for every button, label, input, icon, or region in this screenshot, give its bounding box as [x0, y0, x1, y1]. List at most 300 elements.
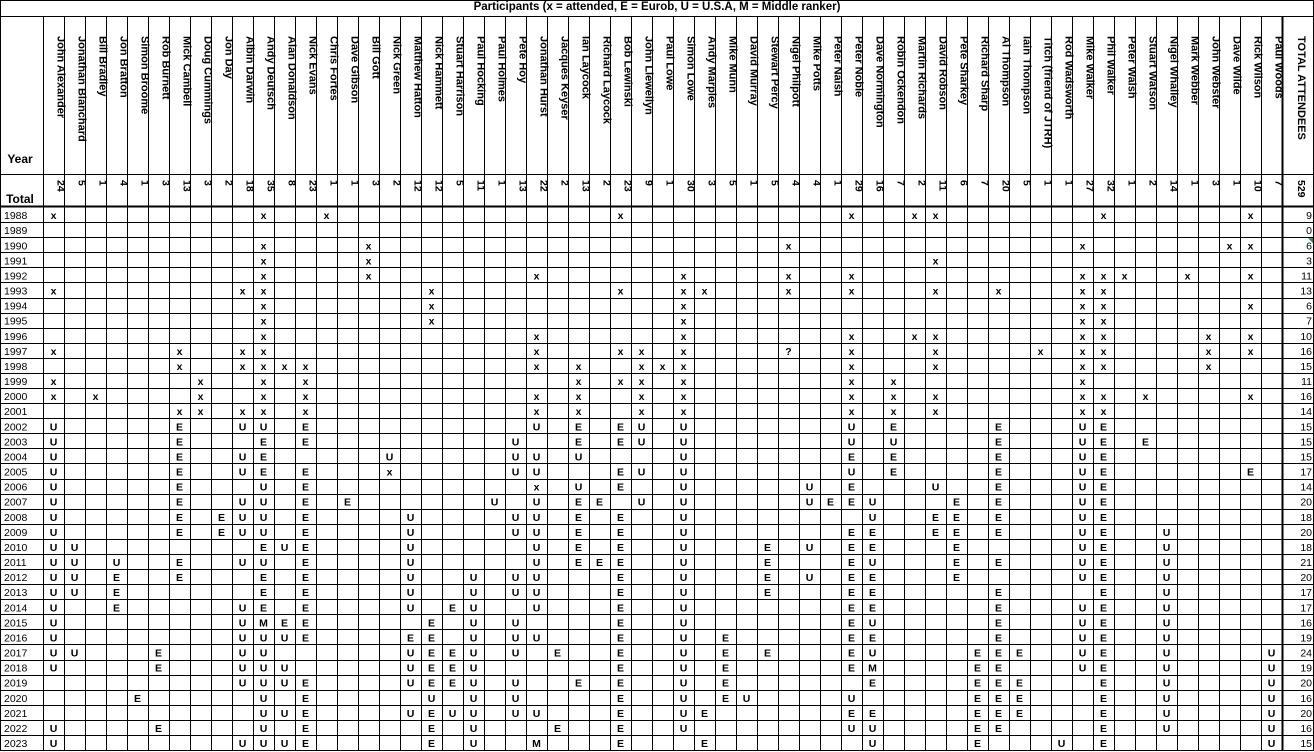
row-total-cell: 16: [1300, 692, 1312, 705]
participant-total: 20: [999, 180, 1012, 192]
row-total-cell: 14: [1300, 481, 1312, 494]
attendance-mark: x: [1079, 300, 1086, 313]
attendance-mark: x: [785, 270, 792, 283]
attendance-mark: E: [427, 677, 436, 690]
year-cell: 1993: [4, 285, 28, 298]
attendance-mark: E: [973, 722, 982, 735]
attendance-mark: x: [848, 210, 855, 223]
row-total-cell: 16: [1300, 617, 1312, 630]
attendance-mark: U: [532, 526, 541, 539]
attendance-mark: U: [532, 421, 541, 434]
attendance-mark: U: [679, 436, 688, 449]
year-cell: 1991: [4, 255, 28, 268]
attendance-mark: E: [1099, 632, 1108, 645]
attendance-mark: U: [49, 602, 58, 615]
attendance-mark: x: [680, 360, 687, 373]
attendance-mark: U: [259, 722, 268, 735]
row-total-cell: 15: [1300, 360, 1312, 373]
attendance-mark: E: [616, 617, 625, 630]
attendance-mark: E: [616, 587, 625, 600]
attendance-mark: U: [259, 677, 268, 690]
attendance-mark: x: [260, 240, 267, 253]
year-cell: 1989: [4, 225, 28, 238]
attendance-mark: x: [1037, 345, 1044, 358]
attendance-mark: x: [1100, 345, 1107, 358]
attendance-mark: x: [386, 466, 393, 479]
attendance-mark: U: [469, 647, 478, 660]
attendance-mark: U: [868, 722, 877, 735]
row-total-cell: 20: [1300, 496, 1312, 509]
attendance-mark: x: [680, 330, 687, 343]
participant-total: 5: [453, 180, 466, 186]
attendance-mark: U: [406, 647, 415, 660]
attendance-mark: U: [469, 677, 478, 690]
attendance-mark: U: [259, 707, 268, 720]
attendance-mark: E: [1015, 647, 1024, 660]
attendance-mark: E: [1141, 436, 1150, 449]
attendance-mark: E: [427, 632, 436, 645]
attendance-mark: U: [469, 707, 478, 720]
attendance-mark: x: [1100, 391, 1107, 404]
row-total-cell: 16: [1300, 391, 1312, 404]
attendance-mark: U: [1162, 632, 1171, 645]
attendance-mark: U: [49, 421, 58, 434]
attendance-mark: U: [469, 738, 478, 750]
attendance-mark: U: [679, 602, 688, 615]
attendance-mark: x: [680, 406, 687, 419]
participant-total: 12: [432, 180, 445, 192]
attendance-mark: U: [868, 647, 877, 660]
participant-total: 4: [810, 180, 823, 186]
attendance-mark: E: [553, 722, 562, 735]
attendance-mark: E: [301, 481, 310, 494]
year-header: Year: [7, 152, 33, 166]
attendance-mark: x: [848, 360, 855, 373]
attendance-mark: U: [1078, 572, 1087, 585]
attendance-mark: E: [301, 617, 310, 630]
participant-total: 7: [894, 180, 907, 186]
attendance-mark: U: [1078, 511, 1087, 524]
attendance-mark: U: [49, 496, 58, 509]
participant-name: Iain Thompson: [1020, 36, 1033, 115]
attendance-mark: E: [574, 496, 583, 509]
participant-total: 16: [873, 180, 886, 192]
attendance-mark: E: [301, 572, 310, 585]
attendance-mark: x: [680, 315, 687, 328]
attendance-mark: U: [511, 466, 520, 479]
participant-total: 23: [306, 180, 319, 192]
attendance-mark: x: [848, 270, 855, 283]
attendance-mark: E: [994, 436, 1003, 449]
attendance-mark: E: [343, 496, 352, 509]
attendance-mark: E: [868, 707, 877, 720]
attendance-mark: x: [1079, 330, 1086, 343]
attendance-mark: U: [637, 421, 646, 434]
participant-name: Alan Donaldson: [285, 36, 298, 120]
participant-name: Pete Hoy: [516, 36, 529, 84]
attendance-mark: E: [1099, 526, 1108, 539]
attendance-mark: E: [952, 557, 961, 569]
attendance-mark: E: [301, 496, 310, 509]
row-total-cell: 19: [1300, 662, 1312, 675]
attendance-mark: U: [469, 602, 478, 615]
attendance-mark: x: [848, 376, 855, 388]
attendance-mark: x: [848, 330, 855, 343]
attendance-mark: U: [49, 722, 58, 735]
attendance-mark: E: [994, 722, 1003, 735]
year-cell: 2003: [4, 436, 28, 449]
attendance-mark: U: [532, 707, 541, 720]
participant-name: Martin Richards: [915, 36, 928, 120]
attendance-mark: E: [301, 466, 310, 479]
attendance-mark: U: [679, 647, 688, 660]
row-total-cell: 15: [1300, 436, 1312, 449]
participant-total: 11: [936, 180, 949, 192]
row-total-cell: 20: [1300, 526, 1312, 539]
attendance-mark: x: [197, 391, 204, 404]
attendance-mark: U: [679, 557, 688, 569]
attendance-mark: E: [868, 541, 877, 554]
attendance-mark: E: [1099, 707, 1108, 720]
attendance-mark: U: [1078, 602, 1087, 615]
attendance-mark: E: [448, 677, 457, 690]
attendance-mark: U: [574, 451, 583, 464]
row-total-cell: 15: [1300, 421, 1312, 434]
attendance-mark: E: [553, 647, 562, 660]
attendance-mark: x: [1079, 285, 1086, 298]
participant-name: Dave Gibson: [348, 36, 361, 104]
attendance-mark: U: [1267, 707, 1276, 720]
attendance-mark: x: [1247, 240, 1254, 253]
attendance-mark: U: [679, 421, 688, 434]
year-cell: 2009: [4, 526, 28, 539]
attendance-mark: x: [1100, 406, 1107, 419]
attendance-mark: E: [595, 557, 604, 569]
participant-total: 1: [1062, 180, 1075, 186]
participant-total: 7: [1272, 180, 1285, 186]
participant-total: 3: [201, 180, 214, 186]
year-cell: 1994: [4, 300, 28, 313]
attendance-mark: U: [1078, 436, 1087, 449]
attendance-mark: x: [239, 406, 246, 419]
attendance-mark: E: [616, 481, 625, 494]
attendance-mark: U: [259, 662, 268, 675]
attendance-mark: x: [911, 210, 918, 223]
attendance-mark: x: [575, 376, 582, 388]
attendance-mark: U: [1078, 557, 1087, 569]
attendance-mark: U: [1267, 692, 1276, 705]
attendance-mark: U: [406, 602, 415, 615]
participant-name: Paul Holmes: [495, 36, 508, 103]
attendance-mark: U: [532, 572, 541, 585]
attendance-mark: x: [260, 300, 267, 313]
participant-name: Ian Laycock: [579, 36, 592, 99]
participant-name: Rick Wilson: [1251, 36, 1264, 99]
participant-name: Andy Marples: [705, 36, 718, 109]
attendance-mark: E: [721, 677, 730, 690]
attendance-mark: x: [533, 360, 540, 373]
attendance-mark: U: [238, 617, 247, 630]
attendance-mark: E: [406, 632, 415, 645]
participant-total: 1: [327, 180, 340, 186]
participant-total: 27: [1083, 180, 1096, 192]
attendance-mark: E: [700, 707, 709, 720]
attendance-mark: E: [1099, 722, 1108, 735]
attendance-mark: E: [889, 466, 898, 479]
participant-name: Phil Walker: [1104, 36, 1117, 95]
attendance-mark: E: [1099, 647, 1108, 660]
attendance-mark: x: [638, 391, 645, 404]
attendance-mark: x: [1247, 345, 1254, 358]
attendance-mark: U: [679, 496, 688, 509]
attendance-mark: E: [616, 602, 625, 615]
attendance-mark: E: [112, 587, 121, 600]
row-total-cell: 11: [1301, 270, 1312, 283]
attendance-mark: x: [932, 345, 939, 358]
row-total-cell: 13: [1300, 285, 1312, 298]
attendance-mark: E: [427, 662, 436, 675]
attendance-mark: x: [1247, 391, 1254, 404]
attendance-mark: U: [1078, 451, 1087, 464]
attendance-mark: M: [259, 617, 268, 630]
participant-total: 4: [117, 180, 130, 186]
attendance-mark: U: [868, 511, 877, 524]
row-total-cell: 16: [1300, 722, 1312, 735]
attendance-mark: E: [1099, 587, 1108, 600]
attendance-mark: E: [448, 647, 457, 660]
attendance-mark: U: [469, 572, 478, 585]
attendance-mark: x: [638, 345, 645, 358]
participant-total: 1: [663, 180, 676, 186]
attendance-mark: x: [50, 376, 57, 388]
attendance-mark: U: [805, 481, 814, 494]
attendance-mark: x: [890, 406, 897, 419]
participant-total: 2: [600, 180, 613, 186]
attendance-mark: E: [616, 662, 625, 675]
attendance-mark: U: [406, 677, 415, 690]
year-cell: 1992: [4, 270, 28, 283]
attendance-mark: x: [176, 360, 183, 373]
total-attendees-header: TOTAL ATTENDEES: [1295, 36, 1307, 140]
attendance-mark: x: [890, 391, 897, 404]
attendance-mark: U: [847, 722, 856, 735]
attendance-mark: x: [1184, 270, 1191, 283]
attendance-mark: E: [952, 572, 961, 585]
year-cell: 2004: [4, 451, 28, 464]
attendance-mark: U: [679, 692, 688, 705]
year-cell: 2005: [4, 466, 28, 479]
attendance-mark: x: [1205, 360, 1212, 373]
attendance-mark: E: [1099, 662, 1108, 675]
row-total-cell: 6: [1306, 240, 1312, 253]
attendance-mark: U: [1267, 662, 1276, 675]
attendance-mark: x: [92, 391, 99, 404]
attendance-mark: x: [617, 376, 624, 388]
attendance-mark: E: [175, 451, 184, 464]
participant-total: 2: [558, 180, 571, 186]
attendance-mark: U: [49, 662, 58, 675]
attendance-mark: E: [994, 496, 1003, 509]
attendance-mark: E: [763, 557, 772, 569]
attendance-mark: U: [70, 572, 79, 585]
attendance-mark: x: [533, 391, 540, 404]
participant-total: 12: [411, 180, 424, 192]
attendance-mark: x: [365, 240, 372, 253]
year-cell: 1999: [4, 376, 28, 388]
row-total-cell: 15: [1300, 451, 1312, 464]
attendance-mark: E: [1015, 677, 1024, 690]
attendance-mark: E: [1099, 466, 1108, 479]
year-cell: 2014: [4, 602, 28, 615]
row-total-cell: 19: [1300, 632, 1312, 645]
participant-total: 10: [1251, 180, 1264, 192]
attendance-mark: U: [70, 647, 79, 660]
year-cell: 2002: [4, 421, 28, 434]
attendance-mark: x: [260, 255, 267, 268]
participant-total: 3: [705, 180, 718, 186]
attendance-mark: x: [260, 330, 267, 343]
attendance-mark: U: [259, 481, 268, 494]
attendance-mark: U: [637, 496, 646, 509]
attendance-mark: E: [868, 602, 877, 615]
attendance-mark: x: [617, 210, 624, 223]
attendance-mark: E: [301, 722, 310, 735]
attendance-mark: U: [385, 451, 394, 464]
attendance-mark: U: [679, 466, 688, 479]
attendance-mark: E: [868, 632, 877, 645]
attendance-mark: x: [680, 345, 687, 358]
participant-total: 2: [222, 180, 235, 186]
participant-name: Jacques Keyser: [558, 36, 571, 120]
year-cell: 1990: [4, 240, 28, 253]
attendance-mark: U: [259, 647, 268, 660]
participant-name: Andy Deutsch: [264, 36, 277, 110]
attendance-mark: U: [1162, 707, 1171, 720]
attendance-mark: U: [238, 602, 247, 615]
attendance-mark: x: [932, 360, 939, 373]
attendance-mark: U: [679, 587, 688, 600]
attendance-mark: E: [1099, 572, 1108, 585]
attendance-mark: U: [406, 572, 415, 585]
row-total-cell: 7: [1306, 315, 1312, 328]
attendance-mark: U: [511, 707, 520, 720]
attendance-mark: x: [680, 285, 687, 298]
row-total-cell: 18: [1300, 511, 1312, 524]
attendance-mark: E: [616, 526, 625, 539]
participant-name: Paul Hocking: [474, 36, 487, 106]
attendance-mark: U: [406, 526, 415, 539]
attendance-mark: E: [616, 466, 625, 479]
attendance-mark: E: [1099, 541, 1108, 554]
attendance-mark: E: [616, 677, 625, 690]
attendance-mark: U: [679, 526, 688, 539]
attendance-mark: E: [952, 496, 961, 509]
attendance-mark: U: [1078, 496, 1087, 509]
attendance-mark: U: [637, 436, 646, 449]
attendance-mark: E: [994, 481, 1003, 494]
attendance-mark: x: [176, 406, 183, 419]
year-cell: 2020: [4, 692, 28, 705]
participant-name: Mike Potts: [810, 36, 823, 92]
year-cell: 2000: [4, 391, 28, 404]
year-cell: 2008: [4, 511, 28, 524]
attendance-mark: U: [679, 677, 688, 690]
row-total-cell: 18: [1300, 541, 1312, 554]
year-cell: 2021: [4, 707, 28, 720]
attendance-mark: E: [847, 496, 856, 509]
attendance-mark: U: [1162, 602, 1171, 615]
attendance-mark: x: [932, 285, 939, 298]
year-cell: 1988: [4, 210, 28, 223]
attendance-mark: x: [302, 360, 309, 373]
attendance-mark: x: [239, 345, 246, 358]
attendance-mark: E: [259, 541, 268, 554]
attendance-mark: U: [1162, 617, 1171, 630]
attendance-mark: x: [1100, 210, 1107, 223]
participant-name: Paul Woods: [1272, 36, 1285, 99]
attendance-mark: U: [259, 526, 268, 539]
attendance-mark: x: [260, 391, 267, 404]
participant-total: 5: [75, 180, 88, 186]
attendance-mark: U: [511, 436, 520, 449]
attendance-mark: U: [511, 677, 520, 690]
attendance-mark: U: [1267, 722, 1276, 735]
attendance-mark: E: [574, 541, 583, 554]
attendance-mark: x: [533, 345, 540, 358]
attendance-mark: U: [511, 617, 520, 630]
attendance-mark: U: [406, 541, 415, 554]
attendance-mark: U: [49, 617, 58, 630]
attendance-mark: E: [1099, 436, 1108, 449]
participant-total: 2: [1146, 180, 1159, 186]
attendance-mark: E: [448, 662, 457, 675]
attendance-mark: E: [301, 526, 310, 539]
row-total-cell: 10: [1300, 330, 1312, 343]
attendance-mark: E: [427, 707, 436, 720]
attendance-mark: E: [1015, 692, 1024, 705]
attendance-mark: U: [469, 632, 478, 645]
attendance-mark: x: [617, 285, 624, 298]
attendance-mark: U: [679, 481, 688, 494]
attendance-mark: E: [217, 526, 226, 539]
row-total-cell: 3: [1306, 255, 1312, 268]
attendance-mark: U: [679, 632, 688, 645]
attendance-mark: E: [175, 481, 184, 494]
participant-name: John Webster: [1209, 36, 1222, 109]
attendance-mark: x: [239, 360, 246, 373]
year-cell: 2001: [4, 406, 28, 419]
participant-name: Titch (friend of JTRH): [1041, 36, 1054, 149]
attendance-mark: U: [238, 677, 247, 690]
attendance-mark: E: [721, 647, 730, 660]
attendance-mark: E: [847, 602, 856, 615]
attendance-mark: U: [1078, 541, 1087, 554]
attendance-mark: U: [511, 692, 520, 705]
attendance-mark: U: [679, 541, 688, 554]
attendance-mark: U: [1162, 541, 1171, 554]
attendance-mark: U: [868, 617, 877, 630]
attendance-mark: E: [994, 617, 1003, 630]
attendance-mark: E: [259, 451, 268, 464]
attendance-mark: x: [932, 255, 939, 268]
attendance-mark: U: [1267, 738, 1276, 750]
attendance-mark: x: [50, 285, 57, 298]
attendance-mark: U: [511, 572, 520, 585]
attendance-mark: E: [574, 511, 583, 524]
attendance-mark: E: [700, 738, 709, 750]
attendance-mark: E: [427, 647, 436, 660]
participant-name: Stuart Harrison: [453, 36, 466, 117]
